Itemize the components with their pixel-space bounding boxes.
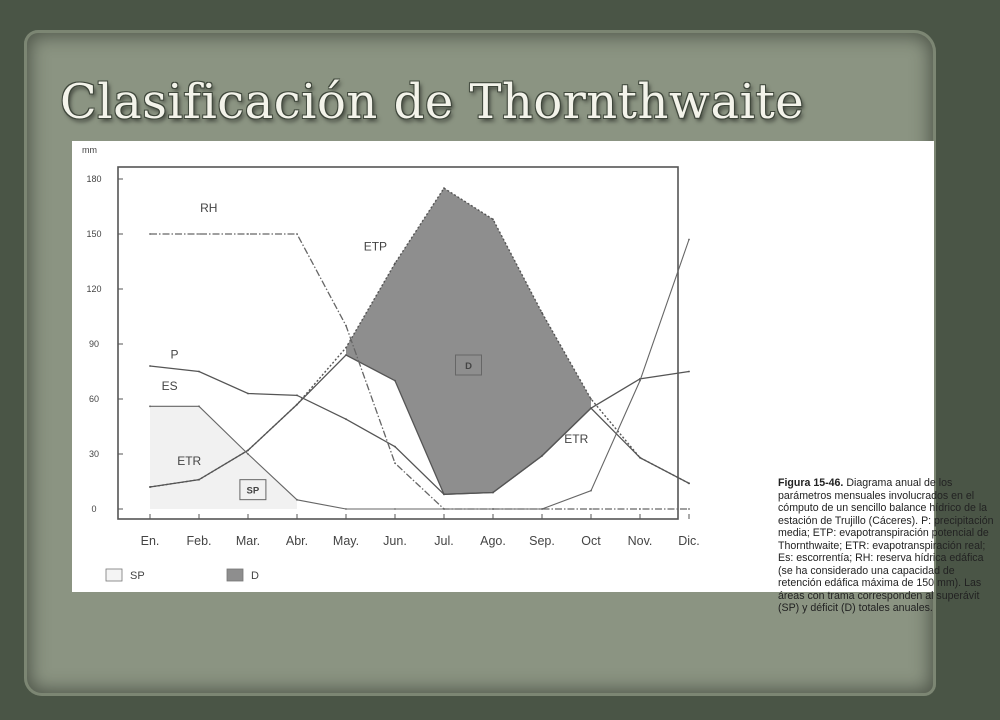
legend-layer [106, 569, 259, 582]
data-point-etr [296, 404, 298, 406]
data-point-etr [394, 380, 396, 382]
legend-swatch-d [227, 569, 243, 581]
x-tick-label: Nov. [627, 534, 653, 548]
data-point-p [688, 371, 690, 373]
data-point-rh [688, 508, 690, 510]
data-point-rh [590, 508, 592, 510]
y-tick-label: 90 [88, 339, 100, 349]
legend-label-d: D [251, 570, 259, 582]
annotation-label-p: P [170, 347, 179, 362]
annotation-label-d: D [465, 361, 472, 372]
figure-panel [72, 141, 994, 614]
data-point-es [149, 405, 151, 407]
legend-label-sp: SP [130, 570, 145, 582]
annotation-label-etp: ETP [363, 239, 388, 254]
data-point-etr [590, 407, 592, 409]
data-point-etp [590, 398, 592, 400]
y-tick-label: 150 [86, 229, 102, 239]
data-point-etr [247, 449, 249, 451]
data-point-etr [198, 479, 200, 481]
data-point-etp [541, 312, 543, 314]
annotation-label-etr: ETR [564, 432, 589, 446]
data-point-p [149, 365, 151, 367]
x-tick-label: Feb. [186, 534, 212, 548]
data-point-es [492, 508, 494, 510]
slide-title: Clasificación de Thornthwaite [60, 74, 805, 130]
data-point-p [296, 394, 298, 396]
data-point-es [443, 508, 445, 510]
y-tick-label: 180 [86, 174, 102, 184]
y-tick-label: 0 [91, 504, 97, 514]
x-tick-label: Abr. [285, 534, 309, 548]
data-point-p [394, 446, 396, 448]
x-tick-label: En. [140, 534, 160, 548]
data-point-rh [296, 233, 298, 235]
data-point-es [541, 508, 543, 510]
data-point-p [247, 393, 249, 395]
x-tick-label: Dic. [678, 534, 700, 548]
data-point-etp [394, 262, 396, 264]
y-tick-label: 120 [86, 284, 102, 294]
data-point-p [345, 418, 347, 420]
x-tick-label: Sep. [529, 534, 555, 548]
data-point-etp [345, 347, 347, 349]
x-tick-label: Jul. [434, 534, 454, 548]
x-tick-label: May. [332, 534, 360, 548]
figure-caption [778, 477, 1000, 615]
data-point-rh [394, 462, 396, 464]
annotation-label-sp: SP [246, 485, 260, 497]
data-point-etr [688, 482, 690, 484]
data-point-es [590, 490, 592, 492]
data-point-etp [443, 187, 445, 189]
annotation-label-rh: RH [200, 201, 218, 215]
data-point-rh [149, 233, 151, 235]
data-point-p [198, 371, 200, 373]
annotation-label-etr: ETR [177, 454, 202, 468]
data-point-rh [198, 233, 200, 235]
data-point-es [639, 380, 641, 382]
y-tick-label: 60 [88, 394, 100, 404]
data-point-etr [492, 492, 494, 494]
legend-swatch-sp [106, 569, 122, 581]
data-point-etp [492, 218, 494, 220]
data-point-rh [639, 508, 641, 510]
x-tick-label: Oct [581, 534, 601, 548]
data-point-etr [443, 493, 445, 495]
data-point-etr [541, 455, 543, 457]
data-point-es [394, 508, 396, 510]
y-axis-label: mm [82, 145, 97, 155]
data-point-es [345, 508, 347, 510]
data-point-rh [345, 325, 347, 327]
caption-label: Figura 15-46. [778, 477, 844, 489]
data-point-etr [345, 354, 347, 356]
data-point-es [688, 239, 690, 241]
data-point-es [198, 405, 200, 407]
data-point-rh [247, 233, 249, 235]
data-point-es [247, 453, 249, 455]
data-point-etr [639, 457, 641, 459]
data-point-es [296, 499, 298, 501]
annotation-label-es: ES [161, 378, 178, 393]
y-tick-label: 30 [88, 449, 100, 459]
x-tick-label: Jun. [383, 534, 407, 548]
data-point-etr [149, 486, 151, 488]
x-tick-label: Mar. [235, 534, 261, 548]
caption-text: Diagrama anual de los parámetros mensuales involucrados en el cómputo de un sencillo balance hídrico de la estación de Trujillo (Cáceres). P: precipitación media; ETP: evapotranspiración potencial de Thornthwaite; ETR: evapotranspiración real; Es: escorrentía; RH: reserva hídrica edáfica (se ha considerado una capacidad de retención edáfica máxima de 150 mm). Las áreas con trama corresponden al superávit (SP) y déficit (D) totales anuales. [778, 477, 994, 614]
x-tick-label: Ago. [480, 534, 506, 548]
